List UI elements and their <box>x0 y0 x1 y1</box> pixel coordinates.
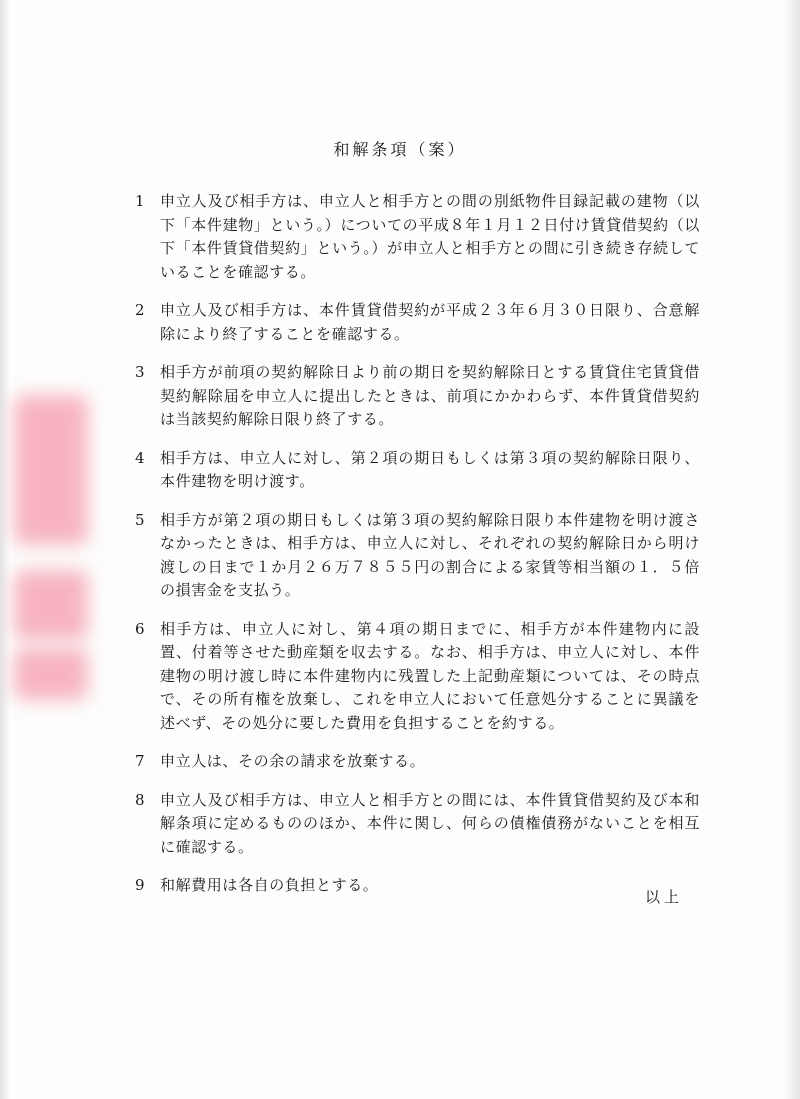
clause-number: 1 <box>135 192 145 210</box>
clause-number: 6 <box>135 619 145 638</box>
document-title: 和解条項（案） <box>333 140 467 159</box>
clause-number: 5 <box>135 510 145 529</box>
clause-9 <box>135 874 700 898</box>
clause-text: 相手方は、申立人に対し、第４項の期日までに、相手方が本件建物内に設置、付着等させた動産類を収去する。なお、相手方は、申立人に対し、本件建物の明け渡し時に本件建物内に残置した上記動産類については、その時点で、その所有権を放棄し、これを申立人において任意処分することに異議を述べず、その処分に要した費用を負担することを約する。 <box>160 619 700 732</box>
clause-list <box>135 190 700 913</box>
clause-text: 相手方が前項の契約解除日より前の期日を契約解除日とする賃貸住宅賃貸借契約解除届を申立人に提出したときは、前項にかかわらず、本件賃貸借契約は当該契約解除日限り終了する。 <box>160 363 700 428</box>
clause-text: 申立人及び相手方は、申立人と相手方との間の別紙物件目録記載の建物（以下「本件建物」という。）についての平成８年１月１２日付け賃貸借契約（以下「本件賃貸借契約」という。）が申立人と相手方との間に引き続き存続していることを確認する。 <box>160 192 700 281</box>
redaction-mark <box>14 395 88 545</box>
clause-2 <box>135 299 700 346</box>
clause-4 <box>135 447 700 494</box>
clause-number: 4 <box>135 448 145 467</box>
closing-mark: 以上 <box>645 888 684 906</box>
clause-text: 相手方が第２項の期日もしくは第３項の契約解除日限り本件建物を明け渡さなかったときは、相手方は、申立人に対し、それぞれの契約解除日から明け渡しの日まで１か月２６万７８５５円の割合による家賃等相当額の１．５倍の損害金を支払う。 <box>160 510 700 599</box>
clause-text: 申立人及び相手方は、申立人と相手方との間には、本件賃貸借契約及び本和解条項に定めるもののほか、本件に関し、何らの債権債務がないことを相互に確認する。 <box>160 790 700 856</box>
clause-text: 申立人は、その余の請求を放棄する。 <box>160 752 426 770</box>
clause-number: 3 <box>135 363 145 381</box>
redaction-mark <box>14 648 88 700</box>
clause-number: 9 <box>135 876 145 894</box>
clause-3 <box>135 361 700 432</box>
scan-edge-left <box>0 0 10 1099</box>
scan-edge-right <box>784 0 800 1099</box>
clause-number: 7 <box>135 752 145 770</box>
clause-8 <box>135 789 700 860</box>
clause-text: 和解費用は各自の負担とする。 <box>160 876 379 894</box>
clause-6 <box>135 618 700 736</box>
clause-number: 8 <box>135 790 145 809</box>
clause-text: 相手方は、申立人に対し、第２項の期日もしくは第３項の契約解除日限り、本件建物を明け渡す。 <box>160 448 700 490</box>
clause-5 <box>135 509 700 603</box>
clause-1 <box>135 190 700 284</box>
clause-number: 2 <box>135 301 145 319</box>
redaction-mark <box>14 570 88 640</box>
clause-text: 申立人及び相手方は、本件賃貸借契約が平成２３年６月３０日限り、合意解除により終了することを確認する。 <box>160 301 700 343</box>
clause-7 <box>135 750 700 774</box>
